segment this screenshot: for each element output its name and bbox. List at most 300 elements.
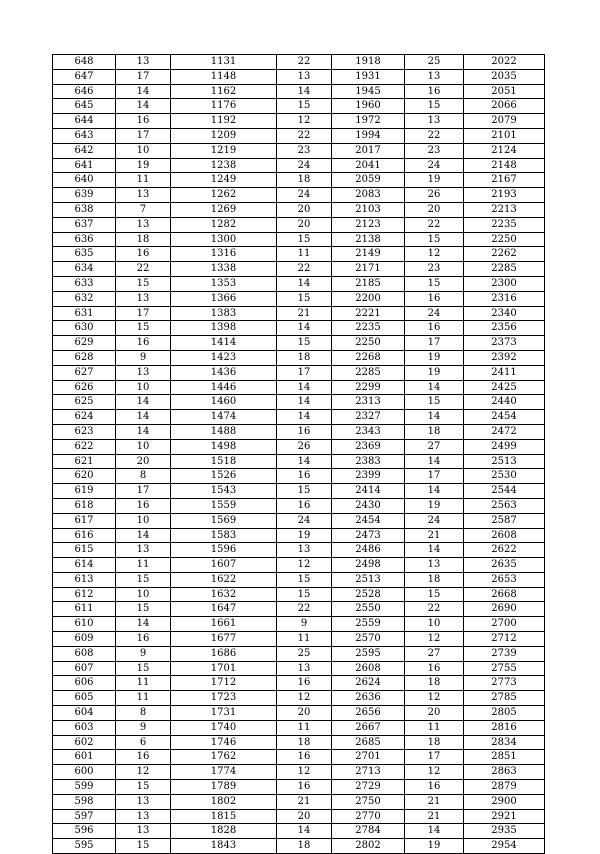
table-cell: 2299: [332, 380, 405, 395]
table-cell: 1148: [171, 69, 277, 84]
table-cell: 621: [53, 454, 116, 469]
table-cell: 612: [53, 587, 116, 602]
table-cell: 2171: [332, 262, 405, 277]
table-cell: 2399: [332, 469, 405, 484]
table-cell: 2454: [464, 410, 545, 425]
table-cell: 2300: [464, 276, 545, 291]
table-cell: 14: [116, 84, 171, 99]
table-cell: 22: [277, 128, 332, 143]
table-cell: 606: [53, 676, 116, 691]
table-cell: 19: [405, 498, 464, 513]
table-cell: 1569: [171, 513, 277, 528]
table-cell: 15: [116, 780, 171, 795]
table-cell: 14: [277, 84, 332, 99]
table-row: [53, 498, 545, 513]
table-cell: 602: [53, 735, 116, 750]
table-cell: 2017: [332, 143, 405, 158]
table-cell: 1994: [332, 128, 405, 143]
table-cell: 14: [405, 380, 464, 395]
table-cell: 2513: [332, 572, 405, 587]
table-cell: 18: [277, 350, 332, 365]
table-cell: 19: [116, 158, 171, 173]
table-cell: 13: [116, 794, 171, 809]
table-cell: 20: [405, 706, 464, 721]
table-cell: 20: [277, 217, 332, 232]
table-cell: 1723: [171, 691, 277, 706]
table-row: [53, 646, 545, 661]
table-cell: 2213: [464, 202, 545, 217]
table-cell: 1162: [171, 84, 277, 99]
table-row: [53, 469, 545, 484]
table-row: [53, 824, 545, 839]
table-cell: 1498: [171, 439, 277, 454]
table-cell: 18: [277, 735, 332, 750]
table-cell: 2785: [464, 691, 545, 706]
table-cell: 6: [116, 735, 171, 750]
table-cell: 610: [53, 617, 116, 632]
table-cell: 615: [53, 543, 116, 558]
table-cell: 2313: [332, 395, 405, 410]
table-cell: 1647: [171, 602, 277, 617]
table-cell: 638: [53, 202, 116, 217]
table-cell: 15: [277, 336, 332, 351]
table-cell: 2250: [332, 336, 405, 351]
table-cell: 1731: [171, 706, 277, 721]
table-row: [53, 247, 545, 262]
table-cell: 14: [116, 528, 171, 543]
table-row: [53, 572, 545, 587]
table-row: [53, 365, 545, 380]
table-cell: 14: [405, 410, 464, 425]
table-cell: 614: [53, 558, 116, 573]
table-cell: 12: [405, 691, 464, 706]
table-cell: 17: [405, 336, 464, 351]
table-cell: 1219: [171, 143, 277, 158]
table-cell: 2608: [464, 528, 545, 543]
table-row: [53, 735, 545, 750]
table-cell: 2425: [464, 380, 545, 395]
table-cell: 1249: [171, 173, 277, 188]
table-cell: 2316: [464, 291, 545, 306]
table-cell: 1488: [171, 424, 277, 439]
table-cell: 21: [405, 528, 464, 543]
table-cell: 7: [116, 202, 171, 217]
table-cell: 2622: [464, 543, 545, 558]
table-cell: 626: [53, 380, 116, 395]
table-cell: 1918: [332, 55, 405, 70]
table-cell: 2250: [464, 232, 545, 247]
table-cell: 1712: [171, 676, 277, 691]
table-cell: 14: [277, 410, 332, 425]
table-cell: 2667: [332, 720, 405, 735]
table-row: [53, 306, 545, 321]
table-cell: 2185: [332, 276, 405, 291]
table-cell: 2624: [332, 676, 405, 691]
table-cell: 608: [53, 646, 116, 661]
table-cell: 10: [116, 587, 171, 602]
table-cell: 611: [53, 602, 116, 617]
table-cell: 1518: [171, 454, 277, 469]
table-cell: 595: [53, 839, 116, 854]
table-row: [53, 55, 545, 70]
table-cell: 2690: [464, 602, 545, 617]
table-cell: 15: [405, 99, 464, 114]
table-cell: 23: [277, 143, 332, 158]
table-cell: 2193: [464, 188, 545, 203]
table-cell: 596: [53, 824, 116, 839]
table-cell: 1436: [171, 365, 277, 380]
table-cell: 1762: [171, 750, 277, 765]
table-cell: 19: [277, 528, 332, 543]
table-row: [53, 114, 545, 129]
table-cell: 628: [53, 350, 116, 365]
table-row: [53, 484, 545, 499]
table-cell: 15: [405, 587, 464, 602]
table-cell: 1661: [171, 617, 277, 632]
table-cell: 2816: [464, 720, 545, 735]
table-cell: 2530: [464, 469, 545, 484]
document-page: [52, 54, 544, 854]
table-cell: 2035: [464, 69, 545, 84]
table-cell: 2124: [464, 143, 545, 158]
table-cell: 16: [405, 291, 464, 306]
table-cell: 10: [116, 439, 171, 454]
table-row: [53, 173, 545, 188]
table-cell: 13: [277, 543, 332, 558]
table-cell: 600: [53, 765, 116, 780]
table-cell: 15: [116, 661, 171, 676]
table-cell: 22: [116, 262, 171, 277]
table-cell: 11: [116, 558, 171, 573]
table-cell: 14: [116, 424, 171, 439]
table-cell: 598: [53, 794, 116, 809]
table-cell: 2101: [464, 128, 545, 143]
table-cell: 10: [116, 513, 171, 528]
table-cell: 26: [405, 188, 464, 203]
table-cell: 1460: [171, 395, 277, 410]
table-cell: 1192: [171, 114, 277, 129]
table-cell: 11: [116, 676, 171, 691]
table-cell: 630: [53, 321, 116, 336]
table-row: [53, 780, 545, 795]
table-cell: 2373: [464, 336, 545, 351]
table-cell: 2563: [464, 498, 545, 513]
table-cell: 16: [277, 469, 332, 484]
table-cell: 22: [405, 602, 464, 617]
table-cell: 2685: [332, 735, 405, 750]
table-cell: 15: [116, 839, 171, 854]
table-cell: 13: [116, 543, 171, 558]
table-cell: 645: [53, 99, 116, 114]
table-cell: 1774: [171, 765, 277, 780]
table-cell: 2149: [332, 247, 405, 262]
table-cell: 11: [277, 632, 332, 647]
table-cell: 14: [116, 617, 171, 632]
table-cell: 2559: [332, 617, 405, 632]
table-cell: 10: [116, 380, 171, 395]
table-cell: 20: [277, 202, 332, 217]
table-cell: 625: [53, 395, 116, 410]
table-cell: 605: [53, 691, 116, 706]
table-cell: 2066: [464, 99, 545, 114]
table-cell: 14: [116, 395, 171, 410]
table-cell: 2635: [464, 558, 545, 573]
table-cell: 17: [116, 69, 171, 84]
table-cell: 1815: [171, 809, 277, 824]
table-cell: 634: [53, 262, 116, 277]
table-cell: 647: [53, 69, 116, 84]
table-cell: 11: [277, 247, 332, 262]
table-row: [53, 321, 545, 336]
table-row: [53, 809, 545, 824]
table-cell: 16: [277, 676, 332, 691]
table-cell: 16: [116, 336, 171, 351]
table-cell: 2369: [332, 439, 405, 454]
table-cell: 2430: [332, 498, 405, 513]
table-row: [53, 691, 545, 706]
table-cell: 16: [116, 750, 171, 765]
table-cell: 2773: [464, 676, 545, 691]
table-cell: 2729: [332, 780, 405, 795]
table-cell: 26: [277, 439, 332, 454]
table-cell: 2834: [464, 735, 545, 750]
table-cell: 8: [116, 469, 171, 484]
table-cell: 613: [53, 572, 116, 587]
table-cell: 1300: [171, 232, 277, 247]
table-cell: 1607: [171, 558, 277, 573]
table-cell: 2755: [464, 661, 545, 676]
table-cell: 9: [116, 720, 171, 735]
table-cell: 1931: [332, 69, 405, 84]
table-cell: 16: [405, 780, 464, 795]
table-cell: 10: [116, 143, 171, 158]
table-row: [53, 217, 545, 232]
table-cell: 2653: [464, 572, 545, 587]
table-cell: 1316: [171, 247, 277, 262]
table-cell: 18: [277, 173, 332, 188]
table-cell: 2954: [464, 839, 545, 854]
table-cell: 21: [277, 794, 332, 809]
table-row: [53, 410, 545, 425]
table-cell: 12: [116, 765, 171, 780]
table-cell: 2472: [464, 424, 545, 439]
table-cell: 18: [405, 424, 464, 439]
table-cell: 2200: [332, 291, 405, 306]
table-cell: 9: [116, 350, 171, 365]
table-cell: 12: [405, 247, 464, 262]
table-cell: 15: [116, 572, 171, 587]
table-cell: 14: [277, 380, 332, 395]
table-cell: 21: [277, 306, 332, 321]
table-cell: 12: [277, 558, 332, 573]
table-cell: 2440: [464, 395, 545, 410]
table-row: [53, 424, 545, 439]
table-cell: 2712: [464, 632, 545, 647]
table-cell: 2851: [464, 750, 545, 765]
table-cell: 633: [53, 276, 116, 291]
table-cell: 1802: [171, 794, 277, 809]
table-cell: 1353: [171, 276, 277, 291]
table-cell: 601: [53, 750, 116, 765]
table-cell: 13: [405, 558, 464, 573]
table-cell: 2528: [332, 587, 405, 602]
table-row: [53, 750, 545, 765]
table-row: [53, 454, 545, 469]
table-cell: 1789: [171, 780, 277, 795]
table-cell: 2863: [464, 765, 545, 780]
table-cell: 643: [53, 128, 116, 143]
table-cell: 1746: [171, 735, 277, 750]
table-cell: 1338: [171, 262, 277, 277]
table-cell: 1383: [171, 306, 277, 321]
table-cell: 17: [277, 365, 332, 380]
table-cell: 1131: [171, 55, 277, 70]
table-cell: 22: [277, 262, 332, 277]
table-cell: 1632: [171, 587, 277, 602]
table-cell: 2148: [464, 158, 545, 173]
table-cell: 1960: [332, 99, 405, 114]
table-cell: 2513: [464, 454, 545, 469]
table-cell: 18: [277, 839, 332, 854]
table-cell: 13: [405, 69, 464, 84]
table-cell: 15: [277, 572, 332, 587]
table-cell: 1828: [171, 824, 277, 839]
table-cell: 11: [116, 173, 171, 188]
table-cell: 16: [116, 247, 171, 262]
table-cell: 2356: [464, 321, 545, 336]
table-row: [53, 676, 545, 691]
table-cell: 2750: [332, 794, 405, 809]
table-cell: 18: [116, 232, 171, 247]
table-row: [53, 720, 545, 735]
table-cell: 2784: [332, 824, 405, 839]
table-cell: 12: [277, 114, 332, 129]
table-cell: 11: [405, 720, 464, 735]
table-cell: 23: [405, 143, 464, 158]
table-cell: 2167: [464, 173, 545, 188]
table-cell: 2235: [464, 217, 545, 232]
table-cell: 12: [405, 632, 464, 647]
table-cell: 20: [116, 454, 171, 469]
table-cell: 2059: [332, 173, 405, 188]
table-row: [53, 158, 545, 173]
table-cell: 11: [116, 691, 171, 706]
table-cell: 2083: [332, 188, 405, 203]
table-cell: 9: [277, 617, 332, 632]
table-cell: 8: [116, 706, 171, 721]
table-cell: 21: [405, 809, 464, 824]
table-cell: 24: [277, 158, 332, 173]
table-cell: 19: [405, 365, 464, 380]
table-cell: 11: [277, 720, 332, 735]
table-row: [53, 661, 545, 676]
table-cell: 2079: [464, 114, 545, 129]
table-cell: 17: [405, 469, 464, 484]
table-cell: 14: [116, 99, 171, 114]
table-cell: 17: [116, 128, 171, 143]
table-body: [53, 55, 545, 854]
table-cell: 16: [116, 632, 171, 647]
table-cell: 2739: [464, 646, 545, 661]
score-distribution-table: [52, 54, 545, 854]
table-cell: 22: [405, 217, 464, 232]
table-cell: 2221: [332, 306, 405, 321]
table-cell: 2285: [464, 262, 545, 277]
table-cell: 13: [116, 809, 171, 824]
table-row: [53, 765, 545, 780]
table-cell: 2900: [464, 794, 545, 809]
table-cell: 15: [116, 276, 171, 291]
table-cell: 16: [405, 661, 464, 676]
table-cell: 622: [53, 439, 116, 454]
table-cell: 603: [53, 720, 116, 735]
table-cell: 1843: [171, 839, 277, 854]
table-row: [53, 513, 545, 528]
table-cell: 618: [53, 498, 116, 513]
table-cell: 14: [116, 410, 171, 425]
table-cell: 15: [277, 99, 332, 114]
table-cell: 2268: [332, 350, 405, 365]
table-cell: 27: [405, 646, 464, 661]
table-cell: 609: [53, 632, 116, 647]
table-cell: 15: [277, 232, 332, 247]
table-cell: 1398: [171, 321, 277, 336]
table-cell: 632: [53, 291, 116, 306]
table-cell: 15: [116, 321, 171, 336]
table-cell: 14: [405, 543, 464, 558]
table-cell: 599: [53, 780, 116, 795]
table-cell: 2051: [464, 84, 545, 99]
table-cell: 13: [116, 365, 171, 380]
table-cell: 17: [116, 306, 171, 321]
table-cell: 2570: [332, 632, 405, 647]
table-cell: 2022: [464, 55, 545, 70]
table-cell: 619: [53, 484, 116, 499]
table-cell: 2327: [332, 410, 405, 425]
table-cell: 2392: [464, 350, 545, 365]
table-cell: 16: [116, 114, 171, 129]
table-cell: 640: [53, 173, 116, 188]
table-cell: 639: [53, 188, 116, 203]
table-cell: 15: [277, 484, 332, 499]
table-cell: 16: [405, 84, 464, 99]
table-cell: 627: [53, 365, 116, 380]
table-cell: 13: [277, 69, 332, 84]
table-cell: 14: [277, 454, 332, 469]
table-cell: 2343: [332, 424, 405, 439]
table-row: [53, 528, 545, 543]
table-cell: 648: [53, 55, 116, 70]
table-cell: 14: [277, 395, 332, 410]
table-cell: 13: [116, 291, 171, 306]
table-cell: 635: [53, 247, 116, 262]
table-cell: 2770: [332, 809, 405, 824]
table-cell: 24: [405, 513, 464, 528]
table-cell: 644: [53, 114, 116, 129]
table-cell: 2802: [332, 839, 405, 854]
table-cell: 2879: [464, 780, 545, 795]
table-cell: 23: [405, 262, 464, 277]
table-cell: 1740: [171, 720, 277, 735]
table-cell: 617: [53, 513, 116, 528]
table-row: [53, 617, 545, 632]
table-cell: 19: [405, 173, 464, 188]
table-cell: 623: [53, 424, 116, 439]
table-cell: 1282: [171, 217, 277, 232]
table-cell: 14: [405, 454, 464, 469]
table-cell: 1366: [171, 291, 277, 306]
table-cell: 2262: [464, 247, 545, 262]
